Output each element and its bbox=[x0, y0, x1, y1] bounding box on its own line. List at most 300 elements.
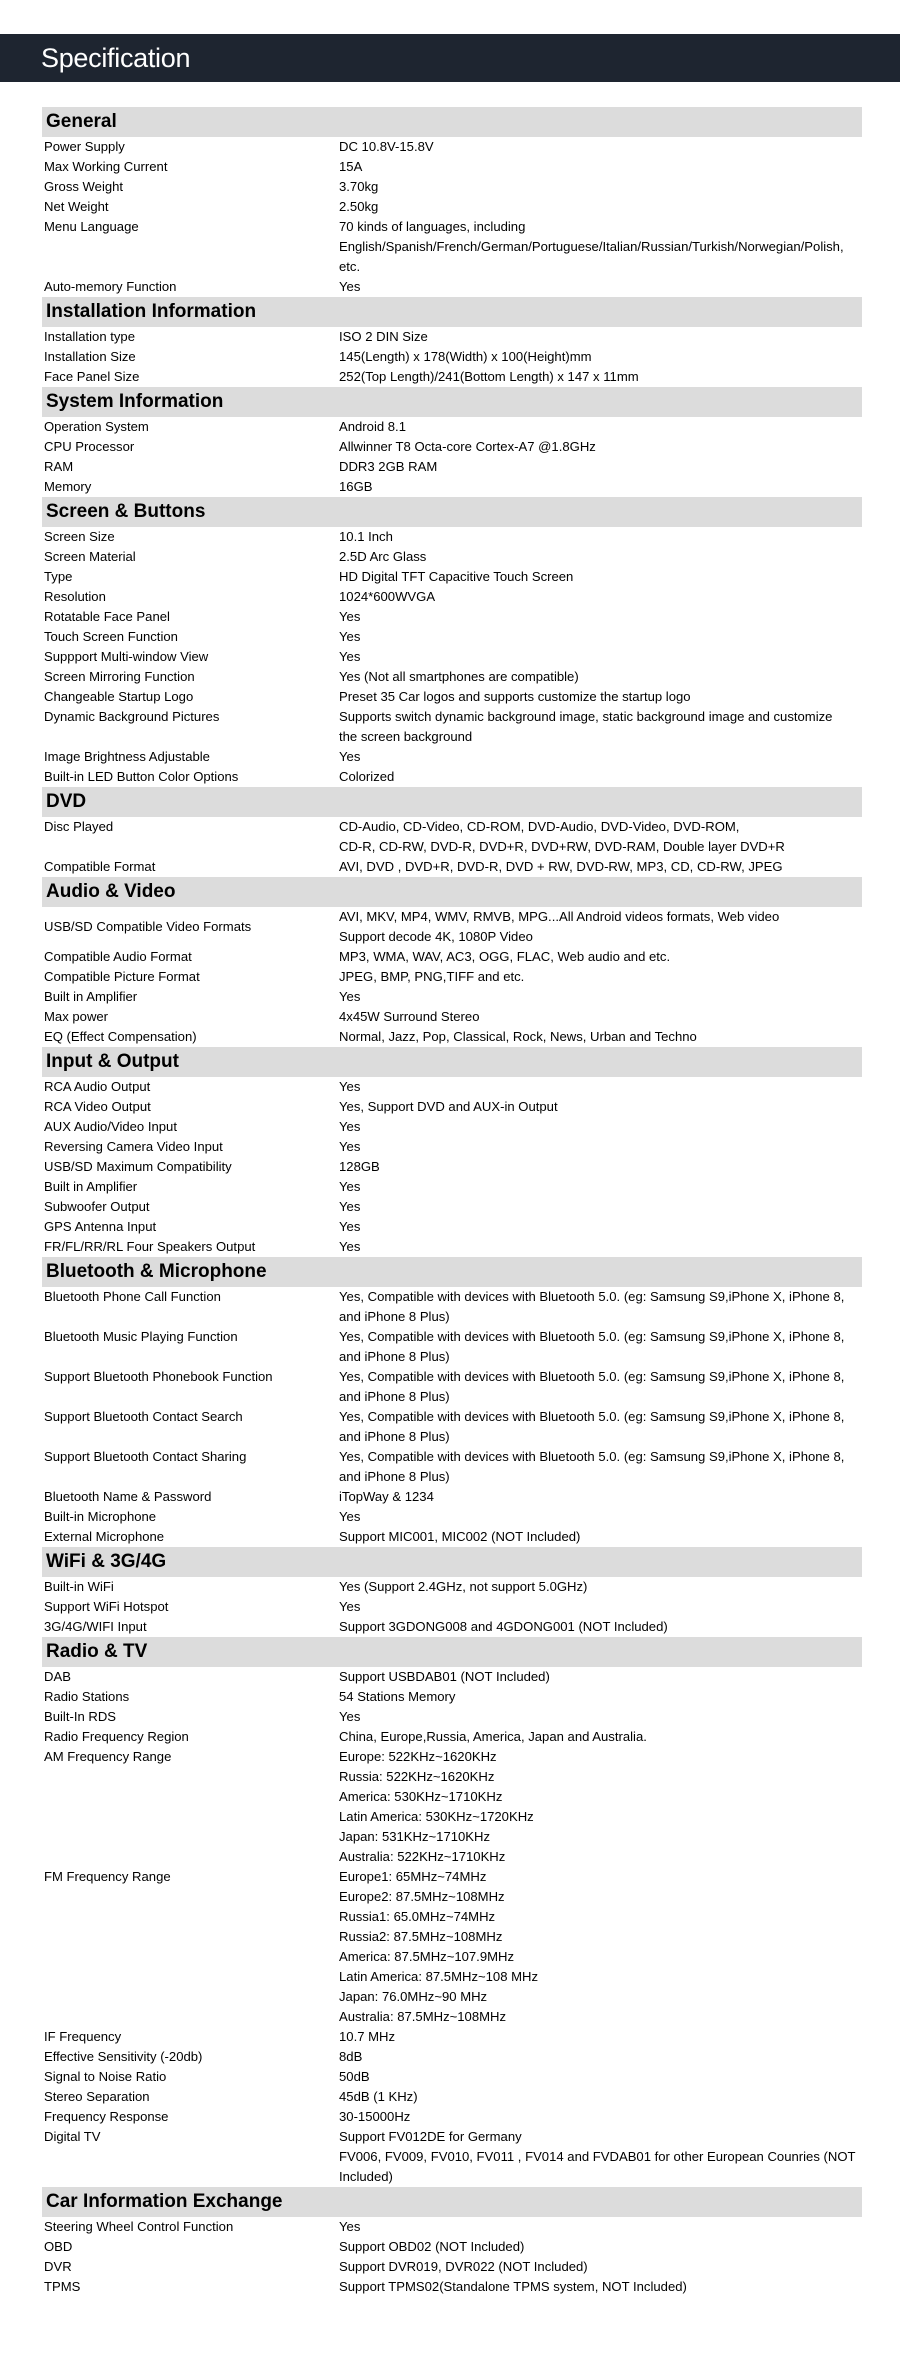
spec-value bbox=[339, 1027, 862, 1047]
spec-value-line: Yes (Not all smartphones are compatible) bbox=[339, 669, 579, 684]
spec-value-line: 145(Length) x 178(Width) x 100(Height)mm bbox=[339, 349, 592, 364]
section-heading: DVD bbox=[42, 787, 862, 817]
spec-value-line: Yes bbox=[339, 1599, 361, 1614]
spec-row bbox=[42, 1707, 862, 1727]
spec-section bbox=[42, 1047, 862, 1257]
spec-row bbox=[42, 477, 862, 497]
spec-label: Memory bbox=[44, 479, 92, 494]
spec-section bbox=[42, 1637, 862, 2187]
spec-label: Auto-memory Function bbox=[44, 279, 177, 294]
spec-row bbox=[42, 2127, 862, 2187]
spec-value-line: 128GB bbox=[339, 1159, 380, 1174]
spec-label: Screen Material bbox=[44, 549, 136, 564]
spec-value bbox=[339, 707, 862, 747]
spec-label: Frequency Response bbox=[44, 2109, 169, 2124]
spec-row bbox=[42, 1007, 862, 1027]
spec-row bbox=[42, 767, 862, 787]
spec-value-line: Yes (Support 2.4GHz, not support 5.0GHz) bbox=[339, 1579, 588, 1594]
spec-row bbox=[42, 527, 862, 547]
spec-value bbox=[339, 1077, 862, 1097]
section-heading: Installation Information bbox=[42, 297, 862, 327]
spec-label: Screen Size bbox=[44, 529, 115, 544]
spec-row bbox=[42, 217, 862, 277]
spec-value bbox=[339, 907, 862, 947]
spec-row bbox=[42, 1097, 862, 1117]
spec-label: Reversing Camera Video Input bbox=[44, 1139, 223, 1154]
spec-section bbox=[42, 1257, 862, 1547]
spec-value bbox=[339, 1217, 862, 1237]
spec-row bbox=[42, 367, 862, 387]
spec-row bbox=[42, 1077, 862, 1097]
spec-value-line: Yes bbox=[339, 1219, 361, 1234]
spec-label: Radio Stations bbox=[44, 1689, 130, 1704]
spec-value-line: the screen background bbox=[339, 729, 473, 744]
section-heading: Screen & Buttons bbox=[42, 497, 862, 527]
title-bar bbox=[0, 34, 900, 82]
spec-value bbox=[339, 1867, 862, 2027]
spec-row bbox=[42, 1157, 862, 1177]
spec-label: Support Bluetooth Contact Search bbox=[44, 1409, 243, 1424]
section-heading: General bbox=[42, 107, 862, 137]
spec-value-line: Yes, Support DVD and AUX-in Output bbox=[339, 1099, 558, 1114]
spec-value-line: Russia1: 65.0MHz~74MHz bbox=[339, 1909, 496, 1924]
spec-value-line: Yes, Compatible with devices with Bluetooth 5.0. (eg: Samsung S9,iPhone X, iPhone 8, bbox=[339, 1329, 845, 1344]
spec-value bbox=[339, 197, 862, 217]
spec-value-line: 15A bbox=[339, 159, 363, 174]
spec-value bbox=[339, 1137, 862, 1157]
spec-value-line: HD Digital TFT Capacitive Touch Screen bbox=[339, 569, 574, 584]
spec-row bbox=[42, 1367, 862, 1407]
spec-value bbox=[339, 667, 862, 687]
spec-row bbox=[42, 177, 862, 197]
spec-value bbox=[339, 1577, 862, 1597]
spec-value-line: and iPhone 8 Plus) bbox=[339, 1429, 450, 1444]
spec-value bbox=[339, 747, 862, 767]
spec-value bbox=[339, 1367, 862, 1407]
spec-value-line: 10.1 Inch bbox=[339, 529, 393, 544]
spec-row bbox=[42, 817, 862, 857]
spec-row bbox=[42, 1287, 862, 1327]
spec-row bbox=[42, 1597, 862, 1617]
spec-value bbox=[339, 627, 862, 647]
spec-value-line: Europe1: 65MHz~74MHz bbox=[339, 1869, 487, 1884]
spec-value-line: Yes bbox=[339, 1079, 361, 1094]
spec-value bbox=[339, 157, 862, 177]
spec-value-line: Support OBD02 (NOT Included) bbox=[339, 2239, 525, 2254]
section-heading: Input & Output bbox=[42, 1047, 862, 1077]
spec-label: Operation System bbox=[44, 419, 149, 434]
spec-label: Installation type bbox=[44, 329, 135, 344]
spec-value-line: ISO 2 DIN Size bbox=[339, 329, 428, 344]
spec-label: Rotatable Face Panel bbox=[44, 609, 170, 624]
spec-row bbox=[42, 2087, 862, 2107]
spec-value-line: Yes bbox=[339, 609, 361, 624]
spec-row bbox=[42, 157, 862, 177]
spec-label: Support Bluetooth Contact Sharing bbox=[44, 1449, 247, 1464]
spec-section bbox=[42, 787, 862, 877]
spec-value-line: Support MIC001, MIC002 (NOT Included) bbox=[339, 1529, 581, 1544]
spec-label: Built-In RDS bbox=[44, 1709, 117, 1724]
spec-value-line: English/Spanish/French/German/Portuguese/Italian/Russian/Turkish/Norwegian/Polish, bbox=[339, 239, 844, 254]
spec-label: Signal to Noise Ratio bbox=[44, 2069, 167, 2084]
spec-value bbox=[339, 1667, 862, 1687]
spec-value bbox=[339, 947, 862, 967]
spec-value bbox=[339, 987, 862, 1007]
spec-value bbox=[339, 1327, 862, 1367]
spec-label: DAB bbox=[44, 1669, 71, 1684]
spec-value-line: Support TPMS02(Standalone TPMS system, NOT Included) bbox=[339, 2279, 687, 2294]
spec-value-line: Yes bbox=[339, 1709, 361, 1724]
spec-label: OBD bbox=[44, 2239, 73, 2254]
spec-row bbox=[42, 137, 862, 157]
spec-row bbox=[42, 2257, 862, 2277]
spec-label: Subwoofer Output bbox=[44, 1199, 150, 1214]
spec-value-line: Supports switch dynamic background image, static background image and customize bbox=[339, 709, 833, 724]
spec-value-line: JPEG, BMP, PNG,TIFF and etc. bbox=[339, 969, 525, 984]
spec-row bbox=[42, 2067, 862, 2087]
spec-value bbox=[339, 2237, 862, 2257]
spec-label: RCA Audio Output bbox=[44, 1079, 151, 1094]
spec-label: Built-in LED Button Color Options bbox=[44, 769, 239, 784]
spec-row bbox=[42, 1667, 862, 1687]
spec-value bbox=[339, 137, 862, 157]
spec-label: Built-in WiFi bbox=[44, 1579, 114, 1594]
spec-value-line: and iPhone 8 Plus) bbox=[339, 1469, 450, 1484]
spec-value-line: 16GB bbox=[339, 479, 373, 494]
spec-value bbox=[339, 767, 862, 787]
spec-value-line: 4x45W Surround Stereo bbox=[339, 1009, 480, 1024]
spec-value-line: Yes bbox=[339, 1509, 361, 1524]
section-heading: Bluetooth & Microphone bbox=[42, 1257, 862, 1287]
spec-value bbox=[339, 2277, 862, 2297]
spec-label: Menu Language bbox=[44, 219, 139, 234]
spec-value bbox=[339, 1197, 862, 1217]
spec-row bbox=[42, 607, 862, 627]
spec-value bbox=[339, 437, 862, 457]
spec-row bbox=[42, 1137, 862, 1157]
spec-value-line: AVI, MKV, MP4, WMV, RMVB, MPG...All Android videos formats, Web video bbox=[339, 909, 780, 924]
spec-label: Face Panel Size bbox=[44, 369, 140, 384]
spec-value-line: CD-Audio, CD-Video, CD-ROM, DVD-Audio, DVD-Video, DVD-ROM, bbox=[339, 819, 740, 834]
spec-label: Radio Frequency Region bbox=[44, 1729, 189, 1744]
spec-row bbox=[42, 857, 862, 877]
spec-label: Support WiFi Hotspot bbox=[44, 1599, 169, 1614]
spec-value-line: Colorized bbox=[339, 769, 395, 784]
spec-value bbox=[339, 607, 862, 627]
spec-value bbox=[339, 1287, 862, 1327]
spec-row bbox=[42, 197, 862, 217]
spec-label: RCA Video Output bbox=[44, 1099, 151, 1114]
spec-row bbox=[42, 2277, 862, 2297]
spec-value bbox=[339, 547, 862, 567]
spec-value-line: Support FV012DE for Germany bbox=[339, 2129, 522, 2144]
spec-value bbox=[339, 1177, 862, 1197]
spec-value bbox=[339, 1097, 862, 1117]
spec-label: Resolution bbox=[44, 589, 106, 604]
spec-value-line: Japan: 76.0MHz~90 MHz bbox=[339, 1989, 488, 2004]
spec-value bbox=[339, 1727, 862, 1747]
spec-row bbox=[42, 347, 862, 367]
spec-row bbox=[42, 707, 862, 747]
spec-row bbox=[42, 457, 862, 477]
spec-label: Max power bbox=[44, 1009, 109, 1024]
spec-value-line: 10.7 MHz bbox=[339, 2029, 396, 2044]
spec-label: USB/SD Compatible Video Formats bbox=[44, 919, 252, 934]
spec-value-line: 50dB bbox=[339, 2069, 370, 2084]
spec-table bbox=[42, 107, 862, 2297]
spec-value-line: Japan: 531KHz~1710KHz bbox=[339, 1829, 491, 1844]
spec-row bbox=[42, 567, 862, 587]
spec-label: Gross Weight bbox=[44, 179, 124, 194]
spec-label: Touch Screen Function bbox=[44, 629, 178, 644]
spec-value-line: Europe2: 87.5MHz~108MHz bbox=[339, 1889, 505, 1904]
spec-row bbox=[42, 1197, 862, 1217]
spec-section bbox=[42, 497, 862, 787]
spec-value-line: iTopWay & 1234 bbox=[339, 1489, 434, 1504]
spec-value-line: Support USBDAB01 (NOT Included) bbox=[339, 1669, 550, 1684]
spec-row bbox=[42, 1527, 862, 1547]
spec-value-line: 1024*600WVGA bbox=[339, 589, 436, 604]
spec-value bbox=[339, 2257, 862, 2277]
spec-label: TPMS bbox=[44, 2279, 81, 2294]
spec-row bbox=[42, 967, 862, 987]
spec-value bbox=[339, 1747, 862, 1867]
spec-label: Net Weight bbox=[44, 199, 109, 214]
spec-value bbox=[339, 967, 862, 987]
spec-row bbox=[42, 947, 862, 967]
spec-row bbox=[42, 547, 862, 567]
spec-value-line: 3.70kg bbox=[339, 179, 379, 194]
spec-row bbox=[42, 1117, 862, 1137]
spec-value-line: Australia: 87.5MHz~108MHz bbox=[339, 2009, 507, 2024]
spec-value-line: Normal, Jazz, Pop, Classical, Rock, News, Urban and Techno bbox=[339, 1029, 697, 1044]
spec-label: Compatible Format bbox=[44, 859, 156, 874]
spec-value-line: 30-15000Hz bbox=[339, 2109, 411, 2124]
spec-value bbox=[339, 527, 862, 547]
spec-value-line: Yes, Compatible with devices with Bluetooth 5.0. (eg: Samsung S9,iPhone X, iPhone 8, bbox=[339, 1289, 845, 1304]
spec-value-line: Yes bbox=[339, 1199, 361, 1214]
spec-value bbox=[339, 2047, 862, 2067]
spec-value-line: DDR3 2GB RAM bbox=[339, 459, 438, 474]
spec-label: FM Frequency Range bbox=[44, 1869, 171, 1884]
spec-value bbox=[339, 217, 862, 277]
spec-value bbox=[339, 2107, 862, 2127]
spec-label: Max Working Current bbox=[44, 159, 168, 174]
spec-value bbox=[339, 1447, 862, 1487]
spec-value-line: Yes bbox=[339, 2219, 361, 2234]
spec-value bbox=[339, 1687, 862, 1707]
spec-value bbox=[339, 2217, 862, 2237]
spec-value-line: Support DVR019, DVR022 (NOT Included) bbox=[339, 2259, 588, 2274]
spec-row bbox=[42, 2237, 862, 2257]
spec-value bbox=[339, 1527, 862, 1547]
section-heading: WiFi & 3G/4G bbox=[42, 1547, 862, 1577]
spec-row bbox=[42, 1747, 862, 1867]
spec-value-line: Yes, Compatible with devices with Bluetooth 5.0. (eg: Samsung S9,iPhone X, iPhone 8, bbox=[339, 1449, 845, 1464]
spec-value bbox=[339, 567, 862, 587]
spec-row bbox=[42, 327, 862, 347]
spec-value-line: Support decode 4K, 1080P Video bbox=[339, 929, 533, 944]
spec-row bbox=[42, 1407, 862, 1447]
spec-label: Installation Size bbox=[44, 349, 136, 364]
spec-row bbox=[42, 1487, 862, 1507]
spec-value bbox=[339, 1007, 862, 1027]
spec-label: Built in Amplifier bbox=[44, 989, 138, 1004]
spec-row bbox=[42, 1177, 862, 1197]
spec-value-line: Yes bbox=[339, 629, 361, 644]
spec-value-line: and iPhone 8 Plus) bbox=[339, 1349, 450, 1364]
spec-value bbox=[339, 1707, 862, 1727]
spec-label: Steering Wheel Control Function bbox=[44, 2219, 234, 2234]
spec-row bbox=[42, 1027, 862, 1047]
spec-value-line: Yes bbox=[339, 749, 361, 764]
spec-section bbox=[42, 877, 862, 1047]
spec-value-line: FV006, FV009, FV010, FV011 , FV014 and FVDAB01 for other European Counries (NOT bbox=[339, 2149, 856, 2164]
spec-value-line: Latin America: 87.5MHz~108 MHz bbox=[339, 1969, 539, 1984]
spec-row bbox=[42, 1617, 862, 1637]
spec-value bbox=[339, 2087, 862, 2107]
spec-label: AM Frequency Range bbox=[44, 1749, 172, 1764]
spec-row bbox=[42, 987, 862, 1007]
spec-value bbox=[339, 587, 862, 607]
spec-value bbox=[339, 327, 862, 347]
top-spacer bbox=[0, 0, 900, 34]
spec-label: RAM bbox=[44, 459, 74, 474]
spec-row bbox=[42, 1577, 862, 1597]
spec-value-line: and iPhone 8 Plus) bbox=[339, 1309, 450, 1324]
spec-value bbox=[339, 647, 862, 667]
spec-label: Stereo Separation bbox=[44, 2089, 150, 2104]
spec-row bbox=[42, 2047, 862, 2067]
spec-value-line: etc. bbox=[339, 259, 361, 274]
spec-value-line: 8dB bbox=[339, 2049, 363, 2064]
spec-value bbox=[339, 277, 862, 297]
section-heading: Audio & Video bbox=[42, 877, 862, 907]
spec-row bbox=[42, 277, 862, 297]
spec-row bbox=[42, 587, 862, 607]
spec-row bbox=[42, 1327, 862, 1367]
spec-value bbox=[339, 2067, 862, 2087]
spec-value-line: Yes, Compatible with devices with Bluetooth 5.0. (eg: Samsung S9,iPhone X, iPhone 8, bbox=[339, 1369, 845, 1384]
spec-value-line: America: 87.5MHz~107.9MHz bbox=[339, 1949, 515, 1964]
spec-label: Compatible Picture Format bbox=[44, 969, 200, 984]
spec-label: FR/FL/RR/RL Four Speakers Output bbox=[44, 1239, 256, 1254]
spec-value-line: Yes bbox=[339, 649, 361, 664]
spec-value bbox=[339, 2027, 862, 2047]
spec-value-line: CD-R, CD-RW, DVD-R, DVD+R, DVD+RW, DVD-RAM, Double layer DVD+R bbox=[339, 839, 785, 854]
spec-row bbox=[42, 687, 862, 707]
spec-label: EQ (Effect Compensation) bbox=[44, 1029, 197, 1044]
spec-label: External Microphone bbox=[44, 1529, 165, 1544]
spec-label: Disc Played bbox=[44, 819, 114, 834]
spec-value-line: Yes bbox=[339, 1239, 361, 1254]
spec-label: Support Bluetooth Phonebook Function bbox=[44, 1369, 273, 1384]
spec-value-line: 252(Top Length)/241(Bottom Length) x 147 x 11mm bbox=[339, 369, 639, 384]
spec-value-line: MP3, WMA, WAV, AC3, OGG, FLAC, Web audio and etc. bbox=[339, 949, 671, 964]
spec-value-line: Yes bbox=[339, 279, 361, 294]
spec-label: DVR bbox=[44, 2259, 72, 2274]
spec-label: IF Frequency bbox=[44, 2029, 122, 2044]
spec-label: Power Supply bbox=[44, 139, 125, 154]
spec-row bbox=[42, 2217, 862, 2237]
spec-label: Built-in Microphone bbox=[44, 1509, 157, 1524]
spec-label: USB/SD Maximum Compatibility bbox=[44, 1159, 232, 1174]
spec-value-line: Yes, Compatible with devices with Bluetooth 5.0. (eg: Samsung S9,iPhone X, iPhone 8, bbox=[339, 1409, 845, 1424]
spec-row bbox=[42, 437, 862, 457]
spec-label: Bluetooth Music Playing Function bbox=[44, 1329, 238, 1344]
spec-value-line: Android 8.1 bbox=[339, 419, 406, 434]
spec-value-line: AVI, DVD , DVD+R, DVD-R, DVD + RW, DVD-RW, MP3, CD, CD-RW, JPEG bbox=[339, 859, 783, 874]
spec-label: Suppport Multi-window View bbox=[44, 649, 209, 664]
spec-value-line: DC 10.8V-15.8V bbox=[339, 139, 434, 154]
spec-section bbox=[42, 107, 862, 297]
spec-label: 3G/4G/WIFI Input bbox=[44, 1619, 147, 1634]
spec-section bbox=[42, 297, 862, 387]
spec-label: Changeable Startup Logo bbox=[44, 689, 194, 704]
spec-value-line: Yes bbox=[339, 1179, 361, 1194]
spec-label: Compatible Audio Format bbox=[44, 949, 192, 964]
spec-value-line: China, Europe,Russia, America, Japan and Australia. bbox=[339, 1729, 647, 1744]
section-heading: Radio & TV bbox=[42, 1637, 862, 1667]
spec-value bbox=[339, 457, 862, 477]
spec-label: Bluetooth Phone Call Function bbox=[44, 1289, 221, 1304]
spec-label: Screen Mirroring Function bbox=[44, 669, 195, 684]
spec-row bbox=[42, 907, 862, 947]
spec-value-line: Yes bbox=[339, 1119, 361, 1134]
spec-label: Digital TV bbox=[44, 2129, 101, 2144]
spec-value-line: Included) bbox=[339, 2169, 393, 2184]
spec-value bbox=[339, 687, 862, 707]
spec-row bbox=[42, 747, 862, 767]
spec-value bbox=[339, 857, 862, 877]
spec-row bbox=[42, 667, 862, 687]
spec-label: Effective Sensitivity (-20db) bbox=[44, 2049, 203, 2064]
spec-value bbox=[339, 347, 862, 367]
spec-value bbox=[339, 1117, 862, 1137]
spec-value bbox=[339, 367, 862, 387]
spec-value-line: Preset 35 Car logos and supports customize the startup logo bbox=[339, 689, 691, 704]
spec-row bbox=[42, 1237, 862, 1257]
spec-label: AUX Audio/Video Input bbox=[44, 1119, 177, 1134]
spec-section bbox=[42, 2187, 862, 2297]
spec-value-line: Russia: 522KHz~1620KHz bbox=[339, 1769, 495, 1784]
spec-label: Type bbox=[44, 569, 73, 584]
spec-value bbox=[339, 1617, 862, 1637]
spec-row bbox=[42, 417, 862, 437]
spec-label: Image Brightness Adjustable bbox=[44, 749, 210, 764]
spec-value-line: Russia2: 87.5MHz~108MHz bbox=[339, 1929, 503, 1944]
page-title: Specification bbox=[41, 43, 191, 73]
spec-value bbox=[339, 1597, 862, 1617]
spec-value bbox=[339, 2127, 862, 2187]
spec-row bbox=[42, 1217, 862, 1237]
spec-label: GPS Antenna Input bbox=[44, 1219, 157, 1234]
spec-value-line: Europe: 522KHz~1620KHz bbox=[339, 1749, 497, 1764]
spec-value bbox=[339, 1507, 862, 1527]
spec-value-line: and iPhone 8 Plus) bbox=[339, 1389, 450, 1404]
spec-row bbox=[42, 1507, 862, 1527]
spec-label: Dynamic Background Pictures bbox=[44, 709, 220, 724]
spec-value-line: 2.5D Arc Glass bbox=[339, 549, 427, 564]
spec-value-line: Support 3GDONG008 and 4GDONG001 (NOT Included) bbox=[339, 1619, 668, 1634]
spec-value-line: 45dB (1 KHz) bbox=[339, 2089, 418, 2104]
spec-value bbox=[339, 1237, 862, 1257]
spec-value-line: 70 kinds of languages, including bbox=[339, 219, 526, 234]
spec-label: CPU Processor bbox=[44, 439, 135, 454]
spec-row bbox=[42, 1447, 862, 1487]
spec-value-line: Australia: 522KHz~1710KHz bbox=[339, 1849, 506, 1864]
spec-value bbox=[339, 417, 862, 437]
